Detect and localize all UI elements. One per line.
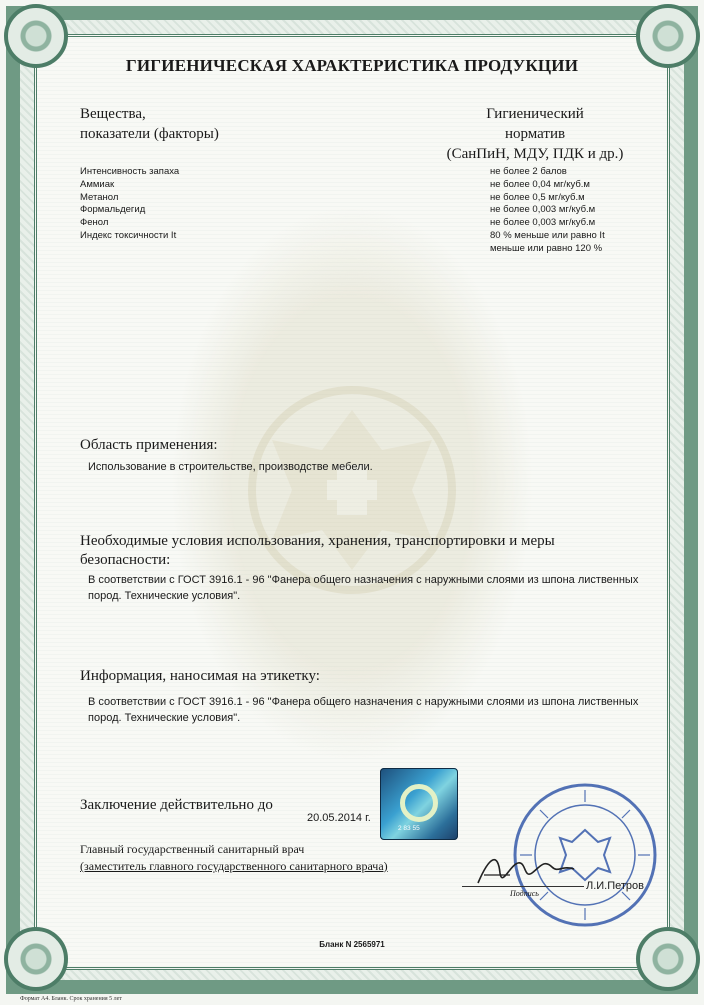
conclusion-label: Заключение действительно до xyxy=(80,797,273,813)
conditions-text: В соответствии с ГОСТ 3916.1 - 96 "Фанера общего назначения с наружными слоями из шпона лиственных пород. Технические условия". xyxy=(88,574,639,602)
hologram-sticker-icon xyxy=(380,768,458,840)
corner-ornament-icon xyxy=(636,927,700,991)
list-item: меньше или равно 120 % xyxy=(490,242,603,254)
norms-column-header: Гигиенический норматив (СанПиН, МДУ, ПДК и др.) xyxy=(446,106,624,162)
list-item: не более 2 балов xyxy=(490,166,567,177)
signature-caption: Подпись xyxy=(510,889,539,898)
list-item: Метанол xyxy=(80,191,119,203)
label-info-heading: Информация, наносимая на этикетку: xyxy=(80,668,320,684)
footer-note: Формат А4. Бланк. Срок хранения 5 лет xyxy=(20,996,122,1002)
validity-date: 20.05.2014 г. xyxy=(307,812,371,824)
signer-name: Л.И.Петров xyxy=(586,880,645,892)
document-title: ГИГИЕНИЧЕСКАЯ ХАРАКТЕРИСТИКА ПРОДУКЦИИ xyxy=(125,56,579,75)
list-item: Фенол xyxy=(80,217,109,229)
list-item: не более 0,003 мг/куб.м xyxy=(490,217,596,229)
hologram-number: 2 83 55 xyxy=(398,825,420,832)
hologram-ring-icon xyxy=(400,784,438,822)
substances-list xyxy=(80,166,179,243)
signature-line xyxy=(462,886,584,887)
conditions-heading: Необходимые условия использования, хранения, транспортировки и меры безопасности: xyxy=(80,533,555,568)
list-item: не более 0,003 мг/куб.м xyxy=(490,204,596,216)
list-item: Аммиак xyxy=(80,178,115,190)
blank-number: Бланк N 2565971 xyxy=(319,940,385,949)
list-item: не более 0,04 мг/куб.м xyxy=(490,178,590,190)
list-item: Интенсивность запаха xyxy=(80,166,180,177)
application-heading: Область применения: xyxy=(80,437,218,453)
list-item: 80 % меньше или равно It xyxy=(490,229,605,241)
substances-column-header: Вещества, показатели (факторы) xyxy=(80,106,219,142)
label-info-text: В соответствии с ГОСТ 3916.1 - 96 "Фанера общего назначения с наружными слоями из шпона лиственных пород. Технические условия". xyxy=(88,696,639,724)
norms-list xyxy=(490,166,605,256)
list-item: не более 0,5 мг/куб.м xyxy=(490,191,585,203)
corner-ornament-icon xyxy=(4,927,68,991)
application-text: Использование в строительстве, производстве мебели. xyxy=(88,461,373,473)
list-item: Формальдегид xyxy=(80,204,146,216)
signer-title: Главный государственный санитарный врач (заместитель главного государственного санитарного врача) xyxy=(80,842,388,873)
list-item: Индекс токсичности It xyxy=(80,229,177,241)
